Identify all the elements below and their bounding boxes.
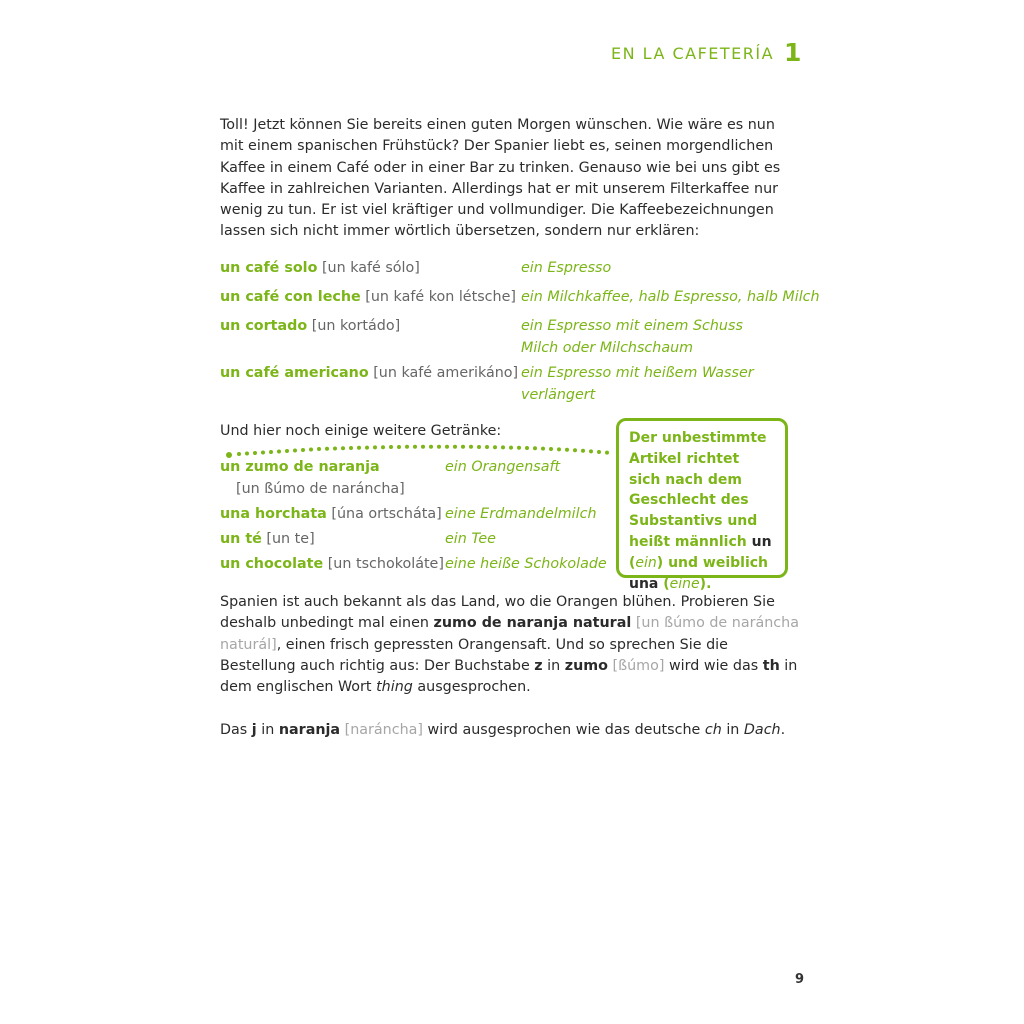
- info-text: Der unbestimmte Artikel richtet sich nach dem Geschlecht des Substantivs und heißt männlich: [629, 430, 767, 550]
- text-span: in dem englischen Wort: [220, 657, 798, 696]
- italic-term: Dach: [743, 722, 781, 738]
- vocab-row-cafe-con-leche: [220, 287, 516, 309]
- drink-translation: eine Erdmandelmilch: [445, 506, 597, 522]
- pronunciation: [naráncha]: [344, 722, 423, 738]
- vocab-term: un café con leche: [220, 289, 361, 305]
- text-span: Spanien ist auch bekannt als das Land, wo die Orangen blühen. Probieren Sie deshalb unbedingt mal einen: [220, 594, 775, 632]
- orange-paragraph: [220, 592, 800, 698]
- intro-paragraph: Toll! Jetzt können Sie bereits einen guten Morgen wünschen. Wie wäre es nun mit einem spanischen Frühstück? Der Spanier liebt es, seinen morgendlichen Kaffee in einem Café oder in einer Bar zu trinken. Genauso wie bei uns gibt es Kaffee in zahlreichen Varianten. Allerdings hat er mit unserem Filterkaffee nur wenig zu tun. Er ist viel kräftiger und vollmundiger. Die Kaffeebezeichnungen lassen sich nicht immer wörtlich übersetzen, sondern nur erklären:: [220, 117, 781, 240]
- bold-term: naranja: [278, 722, 341, 738]
- text-span: wird wie das: [668, 657, 759, 674]
- bold-term: zumo: [564, 657, 608, 674]
- drink-translation: ein Tee: [445, 531, 496, 547]
- vocab-translation: ein Espresso: [521, 260, 612, 276]
- text-span: wird ausgesprochen wie das deutsche: [427, 722, 701, 738]
- vocab-row-cafe-solo: [220, 258, 420, 280]
- drink-pronunciation: [un ßúmo de naráncha]: [236, 481, 405, 497]
- pronunciation: [ßúmo]: [612, 657, 665, 674]
- vocab-translation: ein Milchkaffee, halb Espresso, halb Milch: [521, 289, 820, 305]
- drinks-heading: Und hier noch einige weitere Getränke:: [220, 423, 502, 439]
- bold-term: j: [251, 722, 257, 738]
- grammar-info-box: Der unbestimmte Artikel richtet sich nach dem Geschlecht des Substantivs und heißt männlich un (ein) und weiblich una (eine).: [616, 418, 788, 578]
- pronunciation: [un ßúmo de naráncha naturál]: [220, 615, 799, 653]
- drink-term: un té: [220, 531, 262, 547]
- text-span: .: [780, 722, 786, 738]
- vocab-term: un cortado: [220, 318, 308, 334]
- vocab-term: un café americano: [220, 365, 369, 381]
- text-span: , einen frisch gepressten Orangensaft. Und so sprechen Sie die Bestellung auch richtig aus: Der Buchstabe: [220, 636, 728, 674]
- vocab-pronunciation: [un kafé amerikáno]: [373, 365, 519, 381]
- bold-term: z: [534, 657, 543, 674]
- drink-row-chocolate: [220, 554, 444, 576]
- info-masculine-gloss: ein: [635, 554, 657, 571]
- vocab-translation: ein Espresso mit heißem Wasser verlängert: [521, 365, 754, 403]
- vocab-pronunciation: [un kortádo]: [311, 318, 401, 334]
- italic-term: thing: [376, 679, 413, 696]
- page-number: 9: [795, 972, 805, 987]
- vocab-row-cafe-americano: [220, 363, 518, 385]
- text-span: in: [726, 722, 740, 738]
- text-span: ausgesprochen.: [417, 679, 531, 696]
- j-paragraph: [220, 720, 800, 741]
- info-end: ).: [699, 575, 712, 592]
- drink-row-zumo: [220, 457, 380, 479]
- drink-row-te: [220, 529, 315, 551]
- info-masculine: un: [751, 533, 772, 550]
- bold-term: th: [762, 657, 780, 674]
- drink-translation: eine heiße Schokolade: [445, 556, 607, 572]
- text-span: in: [547, 657, 561, 674]
- chapter-title: EN LA CAFETERÍA: [611, 44, 775, 63]
- drink-row-horchata: [220, 504, 442, 526]
- info-feminine-gloss: eine: [669, 575, 700, 592]
- drink-translation: ein Orangensaft: [445, 459, 561, 475]
- vocab-pronunciation: [un kafé sólo]: [321, 260, 420, 276]
- vocab-translation: ein Espresso mit einem Schuss Milch oder Milchschaum: [521, 318, 743, 356]
- vocab-row-cortado: [220, 316, 400, 338]
- drink-term: un zumo de naranja: [220, 459, 380, 475]
- drink-pronunciation: [un te]: [266, 531, 315, 547]
- italic-term: ch: [704, 722, 722, 738]
- drink-term: un chocolate: [220, 556, 324, 572]
- info-feminine: una: [629, 575, 659, 592]
- info-text-2: und weiblich: [668, 554, 769, 571]
- vocab-term: un café solo: [220, 260, 318, 276]
- text-span: in: [261, 722, 275, 738]
- text-span: Das: [220, 722, 248, 738]
- drink-term: una horchata: [220, 506, 327, 522]
- chapter-number: 1: [784, 38, 802, 67]
- bold-term: zumo de naranja natural: [433, 615, 632, 632]
- drink-pronunciation: [úna ortscháta]: [331, 506, 442, 522]
- vocab-pronunciation: [un kafé kon létsche]: [365, 289, 516, 305]
- drink-pronunciation: [un tschokoláte]: [327, 556, 444, 572]
